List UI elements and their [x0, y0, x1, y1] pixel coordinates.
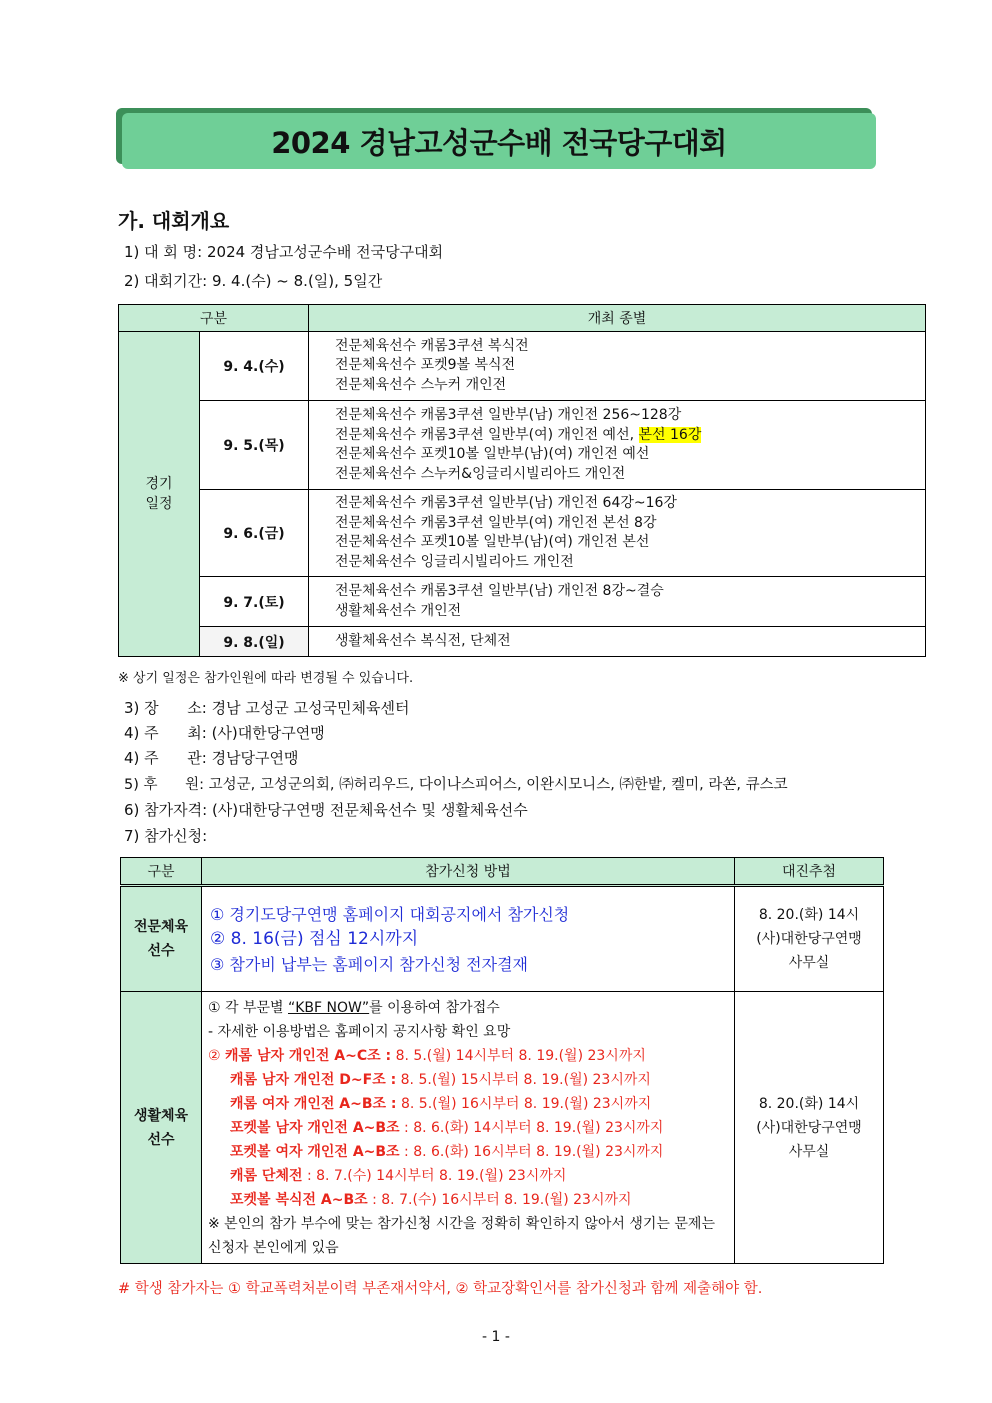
event-line: 전문체육선수 스누커&잉글리시빌리아드 개인전 [335, 465, 626, 482]
item-sponsors: 5) 후 원: 고성군, 고성군의회, ㈜허리우드, 다이나스피어스, 이완시모니스, ㈜한밭, 켈미, 라쏜, 큐스코 [124, 777, 788, 793]
reg-header-method: 참가신청 방법 [202, 858, 735, 886]
schedule-date: 9. 4.(수) [200, 332, 309, 401]
schedule-group-label: 경기 일정 [119, 332, 200, 657]
page-number: - 1 - [482, 1329, 510, 1345]
reg-division: 캐롬 여자 개인전 A~B조 : [230, 1095, 397, 1112]
reg-schedule-line [208, 1044, 730, 1068]
reg-category-amateur: 생활체육 선수 [121, 992, 202, 1264]
reg-draw-amateur: 8. 20.(화) 14시 (사)대한당구연맹 사무실 [735, 992, 884, 1264]
event-line: 전문체육선수 포켓10볼 일반부(남)(여) 개인전 예선 [335, 446, 650, 462]
reg-division: 포켓볼 여자 개인전 A~B조 [230, 1143, 400, 1160]
reg-line: - 자세한 이용방법은 홈페이지 공지사항 확인 요망 [208, 1023, 511, 1040]
event-line [335, 426, 924, 446]
reg-line: ③ 참가비 납부는 홈페이지 참가신청 전자결재 [210, 954, 528, 974]
schedule-events [309, 577, 926, 627]
schedule-date: 9. 5.(목) [200, 401, 309, 490]
event-line: 전문체육선수 캐롬3쿠션 복식전 [335, 337, 529, 354]
reg-period: : 8. 6.(화) 14시부터 8. 19.(월) 23시까지 [399, 1119, 664, 1136]
item-registration: 7) 참가신청: [124, 827, 208, 845]
schedule-header-category: 구분 [119, 305, 309, 332]
schedule-events [309, 627, 926, 657]
item-venue: 3) 장 소: 경남 고성군 고성국민체육센터 [124, 699, 410, 717]
event-line-text: 전문체육선수 캐롬3쿠션 일반부(여) 개인전 예선, [335, 426, 639, 443]
reg-method-amateur [202, 992, 735, 1264]
event-line: 생활체육선수 복식전, 단체전 [335, 632, 511, 649]
reg-division: 포켓볼 복식전 A~B조 [230, 1191, 368, 1208]
reg-period: : 8. 7.(수) 14시부터 8. 19.(월) 23시까지 [302, 1167, 567, 1184]
event-line: 전문체육선수 캐롬3쿠션 일반부(남) 개인전 64강~16강 [335, 495, 677, 511]
reg-method-pro [202, 886, 735, 992]
reg-text: ① 각 부문별 [208, 999, 288, 1016]
section-heading: 가. 대회개요 [118, 209, 230, 233]
reg-text: ② [208, 1047, 226, 1064]
highlighted-text: 본선 16강 [638, 426, 702, 443]
registration-table [120, 857, 884, 1264]
reg-line: ② 8. 16(금) 점심 12시까지 [210, 928, 419, 949]
schedule-events [309, 401, 926, 490]
event-line: 전문체육선수 포켓10볼 일반부(남)(여) 개인전 본선 [335, 534, 650, 550]
footer-note: # 학생 참가자는 ① 학교폭력처분이력 부존재서약서, ② 학교장확인서를 참가신청과 함께 제출해야 함. [118, 1281, 763, 1297]
reg-period: : 8. 7.(수) 16시부터 8. 19.(월) 23시까지 [367, 1191, 632, 1208]
reg-category-pro: 전문체육 선수 [121, 886, 202, 992]
item-event-name: 1) 대 회 명: 2024 경남고성군수배 전국당구대회 [124, 243, 444, 261]
reg-schedule-line [208, 1188, 730, 1212]
event-line: 전문체육선수 캐롬3쿠션 일반부(여) 개인전 본선 8강 [335, 514, 657, 531]
reg-schedule-line [208, 1068, 730, 1092]
reg-period: 8. 5.(월) 16시부터 8. 19.(월) 23시까지 [396, 1095, 652, 1112]
event-line: 전문체육선수 캐롬3쿠션 일반부(남) 개인전 8강~결승 [335, 583, 664, 599]
reg-period: : 8. 6.(화) 16시부터 8. 19.(월) 23시까지 [399, 1143, 664, 1160]
schedule-date: 9. 7.(토) [200, 577, 309, 627]
kbf-now-link[interactable]: “KBF NOW” [288, 999, 370, 1016]
item-organizer: 4) 주 관: 경남당구연맹 [124, 749, 299, 767]
document-title: 2024 경남고성군수배 전국당구대회 [122, 113, 876, 169]
event-line: 전문체육선수 잉글리시빌리아드 개인전 [335, 553, 574, 570]
reg-header-draw: 대진추첨 [735, 858, 884, 886]
schedule-header-events: 개최 종별 [309, 305, 926, 332]
reg-line [208, 996, 730, 1020]
schedule-date: 9. 8.(일) [200, 627, 309, 657]
schedule-table [118, 304, 926, 657]
reg-header-category: 구분 [121, 858, 202, 886]
reg-draw-pro: 8. 20.(화) 14시 (사)대한당구연맹 사무실 [735, 886, 884, 992]
reg-division: 캐롬 남자 개인전 D~F조 : [230, 1071, 397, 1088]
reg-note: ※ 본인의 참가 부수에 맞는 참가신청 시간을 정확히 확인하지 않아서 생기는 문제는 신청자 본인에게 있음 [208, 1215, 715, 1256]
item-event-period: 2) 대회기간: 9. 4.(수) ~ 8.(일), 5일간 [124, 272, 383, 290]
reg-schedule-line [208, 1116, 730, 1140]
reg-schedule-line [208, 1164, 730, 1188]
schedule-events [309, 332, 926, 401]
schedule-events [309, 490, 926, 577]
reg-schedule-line [208, 1092, 730, 1116]
schedule-date: 9. 6.(금) [200, 490, 309, 577]
event-line: 전문체육선수 포켓9볼 복식전 [335, 357, 516, 374]
reg-line: ① 경기도당구연맹 홈페이지 대회공지에서 참가신청 [210, 904, 570, 924]
reg-division: 포켓볼 남자 개인전 A~B조 [230, 1119, 400, 1136]
reg-period: 8. 5.(월) 14시부터 8. 19.(월) 23시까지 [391, 1047, 646, 1064]
event-line: 전문체육선수 스누커 개인전 [335, 376, 507, 393]
reg-schedule-line [208, 1140, 730, 1164]
reg-division: 캐롬 남자 개인전 A~C조 : [225, 1047, 392, 1064]
item-host: 4) 주 최: (사)대한당구연맹 [124, 724, 325, 742]
reg-division: 캐롬 단체전 [230, 1167, 303, 1184]
schedule-note: ※ 상기 일정은 참가인원에 따라 변경될 수 있습니다. [118, 671, 414, 686]
event-line: 생활체육선수 개인전 [335, 602, 462, 619]
reg-text: 를 이용하여 참가접수 [369, 999, 500, 1016]
reg-period: 8. 5.(월) 15시부터 8. 19.(월) 23시까지 [396, 1071, 651, 1088]
item-eligibility: 6) 참가자격: (사)대한당구연맹 전문체육선수 및 생활체육선수 [124, 801, 528, 819]
event-line: 전문체육선수 캐롬3쿠션 일반부(남) 개인전 256~128강 [335, 407, 682, 423]
